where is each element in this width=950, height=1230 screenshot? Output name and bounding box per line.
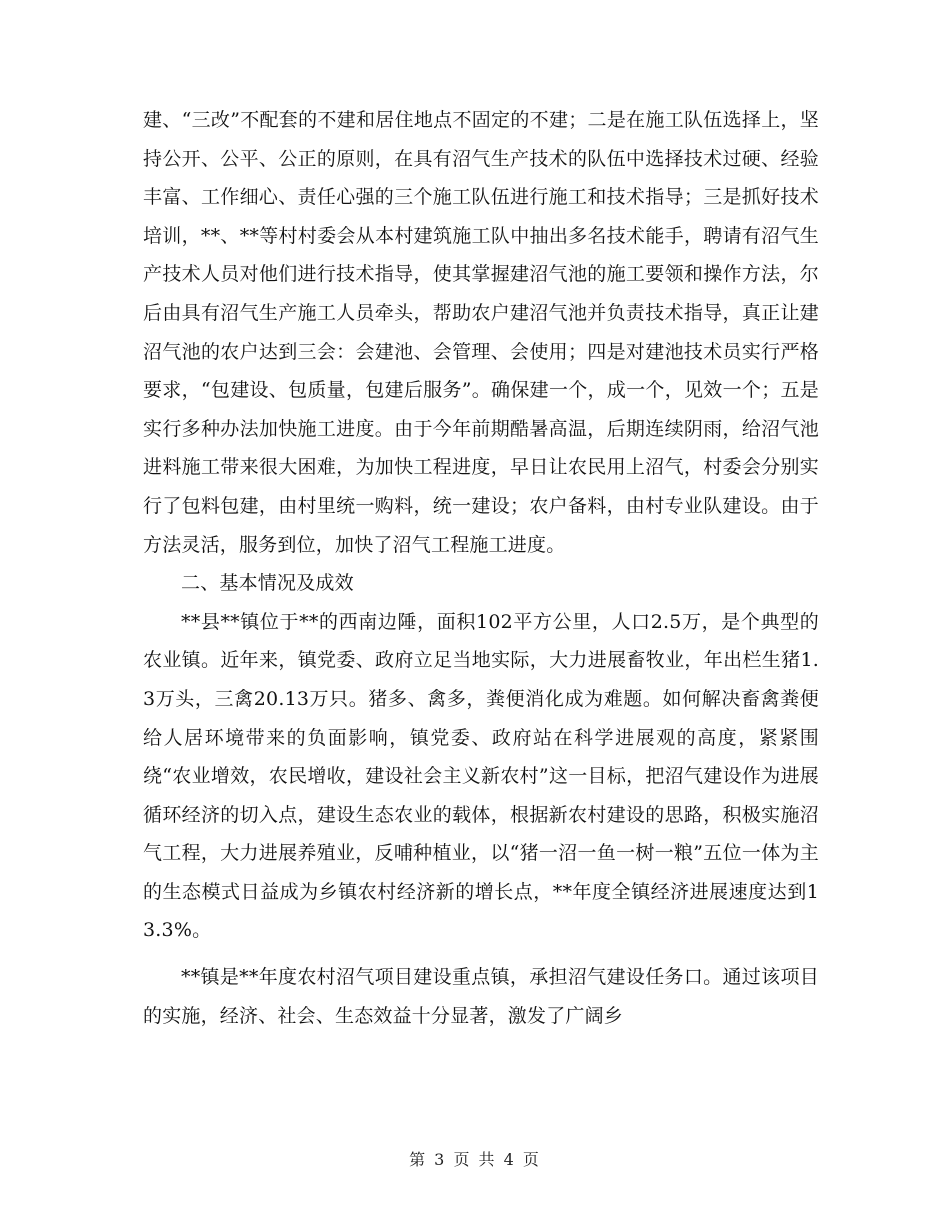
paragraph-project-results: **镇是**年度农村沼气项目建设重点镇，承担沼气建设任务口。通过该项目的实施，经济、社会、生态效益十分显著，激发了广阔乡 xyxy=(143,966,819,1027)
section-heading-basic-situation: 二、基本情况及成效 xyxy=(181,572,354,595)
document-body xyxy=(143,101,819,1035)
paragraph-construction-measures: 建、“三改”不配套的不建和居住地点不固定的不建；二是在施工队伍选择上，坚持公开、公平、公正的原则，在具有沼气生产技术的队伍中选择技术过硬、经验丰富、工作细心、责任心强的三个施工队伍进行施工和技术指导；三是抓好技术培训，**、**等村村委会从本村建筑施工队中抽出多名技术能手，聘请有沼气生产技术人员对他们进行技术指导，使其掌握建沼气池的施工要领和操作方法，尔后由具有沼气生产施工人员牵头，帮助农户建沼气池并负责技术指导，真正让建沼气池的农户达到三会：会建池、会管理、会使用；四是对建池技术员实行严格要求，“包建设、包质量，包建后服务”。确保建一个，成一个，见效一个；五是实行多种办法加快施工进度。由于今年前期酷暑高温，后期连续阴雨，给沼气池进料施工带来很大困难，为加快工程进度，早日让农民用上沼气，村委会分别实行了包料包建，由村里统一购料，统一建设；农户备料，由村专业队建设。由于方法灵活，服务到位，加快了沼气工程施工进度。 xyxy=(143,109,819,556)
page-number-footer: 第 3 页 共 4 页 xyxy=(409,1150,541,1169)
paragraph-town-overview: **县**镇位于**的西南边陲，面积102平方公里，人口2.5万，是个典型的农业镇。近年来，镇党委、政府立足当地实际，大力进展畜牧业，年出栏生猪1.3万头，三禽20.13万只。猪多、禽多，粪便消化成为难题。如何解决畜禽粪便给人居环境带来的负面影响，镇党委、政府站在科学进展观的高度，紧紧围绕“农业增效，农民增收，建设社会主义新农村”这一目标，把沼气建设作为进展循环经济的切入点，建设生态农业的载体，根据新农村建设的思路，积极实施沼气工程，大力进展养殖业，反哺种植业，以“猪一沼一鱼一树一粮”五位一体为主的生态模式日益成为乡镇农村经济新的增长点，**年度全镇经济进展速度达到13.3%。 xyxy=(143,610,819,942)
